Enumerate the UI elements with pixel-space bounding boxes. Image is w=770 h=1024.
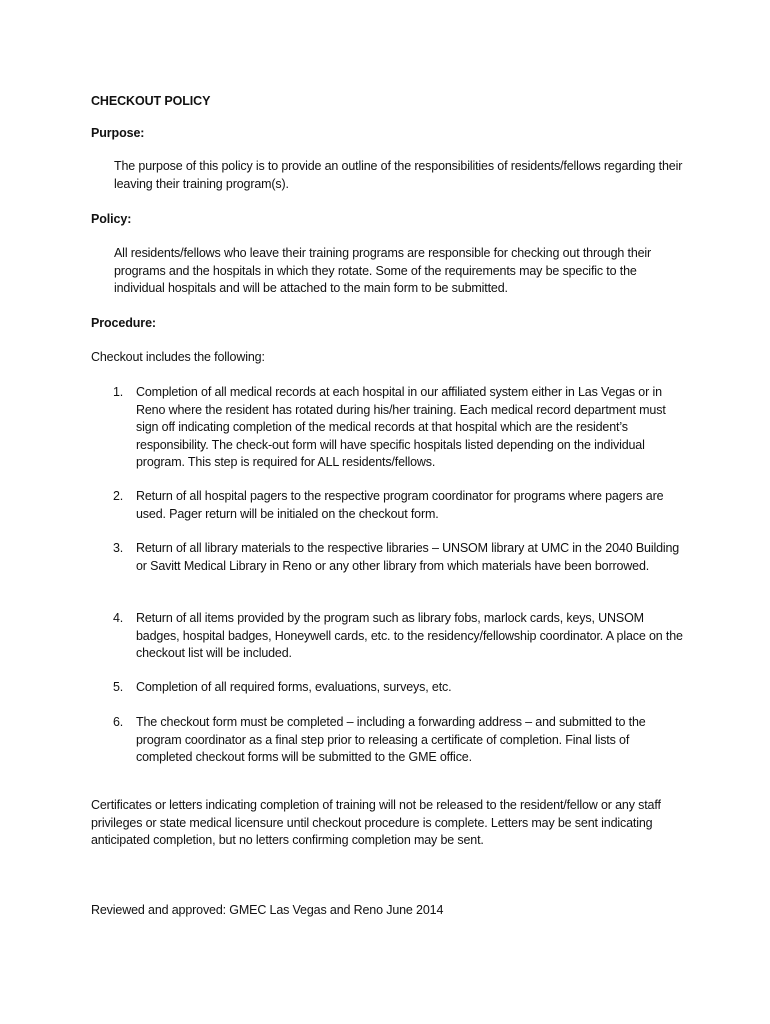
list-item-text: Completion of all medical records at each hospital in our affiliated system either in Las Vegas or in Reno where the resident has rotated during his/her training. Each medical record department must sign off indicating completion of the medical records at that hospital which are the resident’s responsibility. The check-out form will have specific hospitals listed depending on the individual program. This step is required for ALL residents/fellows.	[136, 385, 666, 469]
list-item-number: 1.	[113, 385, 124, 399]
list-item-text: Completion of all required forms, evaluations, surveys, etc.	[136, 680, 452, 694]
policy-heading: Policy:	[91, 212, 132, 226]
list-item	[113, 679, 683, 697]
procedure-intro: Checkout includes the following:	[91, 350, 265, 364]
list-item-number: 2.	[113, 489, 124, 503]
list-item-number: 6.	[113, 715, 124, 729]
list-item	[113, 610, 683, 663]
list-item-number: 5.	[113, 680, 124, 694]
procedure-heading: Procedure:	[91, 316, 156, 330]
list-item-text: The checkout form must be completed – including a forwarding address – and submitted to the program coordinator as a final step prior to releasing a certificate of completion. Final lists of completed checkout forms will be submitted to the GME office.	[136, 715, 646, 764]
closing-paragraph: Certificates or letters indicating completion of training will not be released to the resident/fellow or any staff privileges or state medical licensure until checkout procedure is complete. Letters may be sent indicating anticipated completion, but no letters confirming completion may be sent.	[91, 798, 661, 847]
list-item-text: Return of all hospital pagers to the respective program coordinator for programs where pagers are used. Pager return will be initialed on the checkout form.	[136, 489, 664, 521]
purpose-text: The purpose of this policy is to provide an outline of the responsibilities of residents/fellows regarding their leaving their training program(s).	[114, 159, 683, 191]
approval-line: Reviewed and approved: GMEC Las Vegas and Reno June 2014	[91, 903, 444, 917]
list-item	[113, 714, 683, 767]
list-item-text: Return of all items provided by the program such as library fobs, marlock cards, keys, UNSOM badges, hospital badges, Honeywell cards, etc. to the residency/fellowship coordinator. A place on the checkout list will be included.	[136, 611, 683, 660]
list-item	[113, 488, 683, 523]
list-item	[113, 384, 683, 472]
list-item-text: Return of all library materials to the respective libraries – UNSOM library at UMC in the 2040 Building or Savitt Medical Library in Reno or any other library from which materials have been borrowed.	[136, 541, 680, 573]
purpose-heading: Purpose:	[91, 126, 145, 140]
document-title: CHECKOUT POLICY	[91, 94, 211, 108]
list-item-number: 3.	[113, 541, 124, 555]
list-item	[113, 540, 683, 575]
policy-text: All residents/fellows who leave their training programs are responsible for checking out through their programs and the hospitals in which they rotate. Some of the requirements may be specific to the individual hospitals and will be attached to the main form to be submitted.	[114, 246, 652, 295]
list-item-number: 4.	[113, 611, 124, 625]
